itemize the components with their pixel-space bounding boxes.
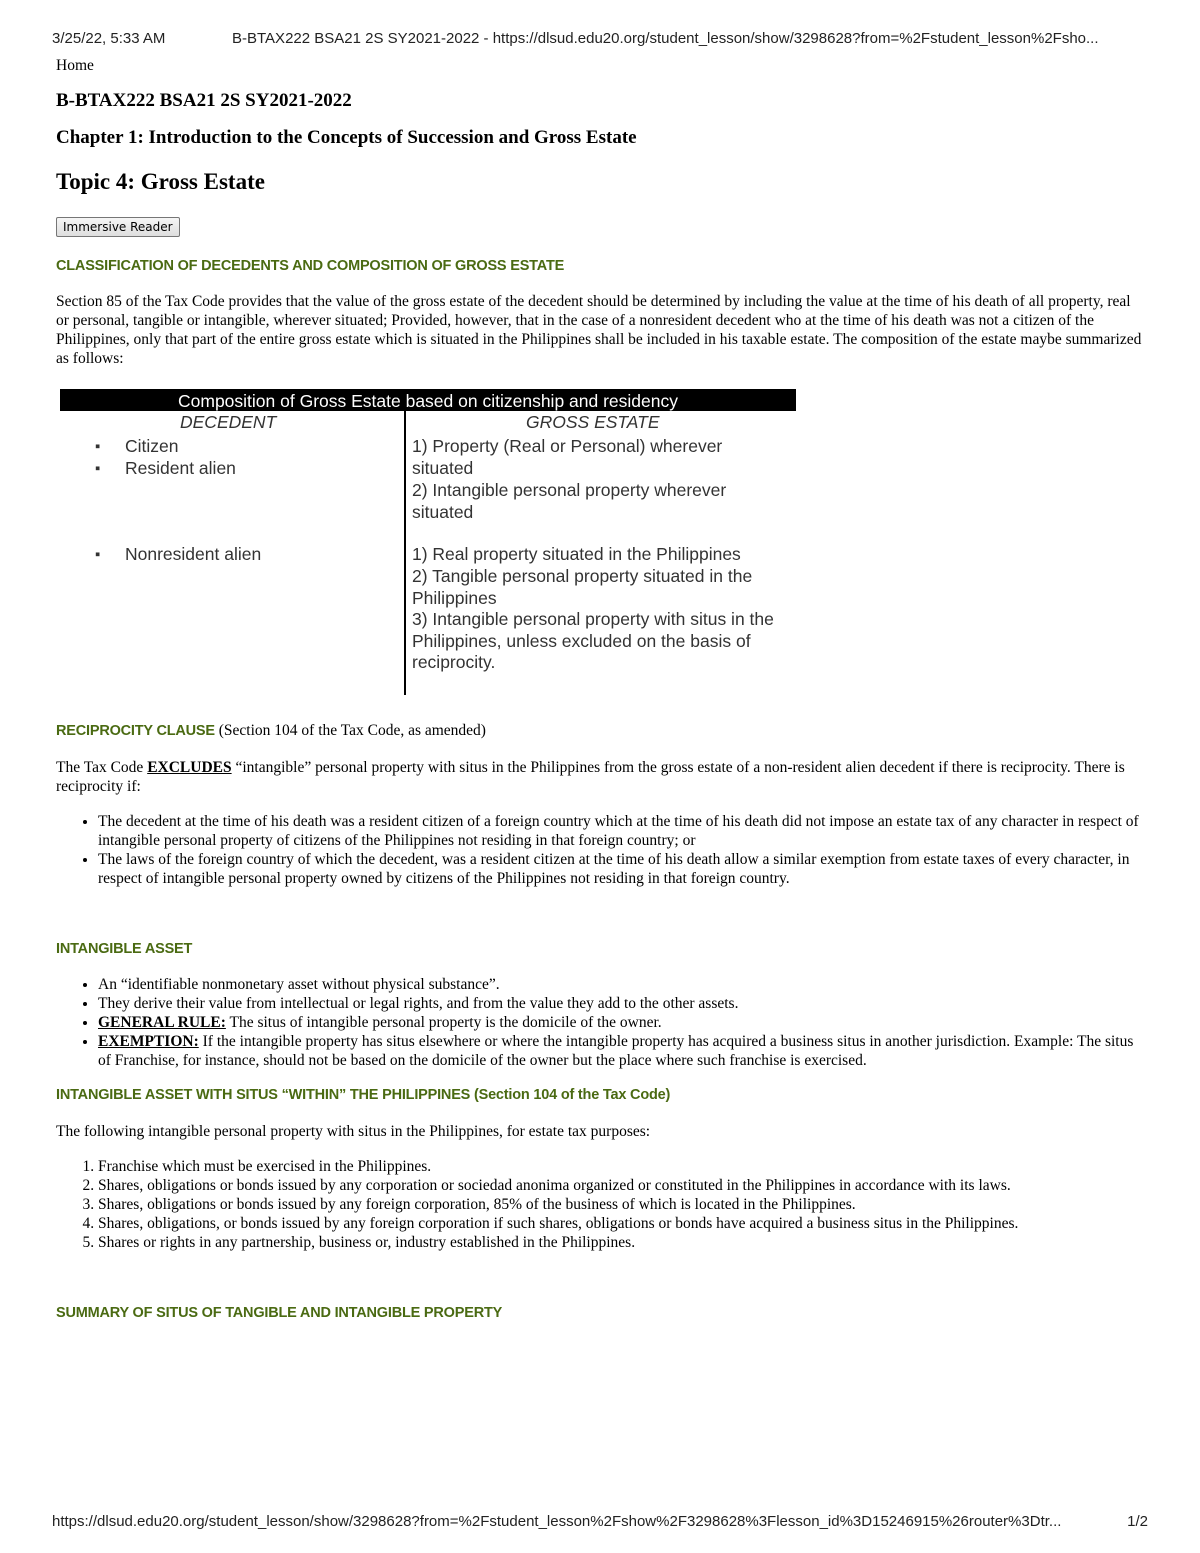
- print-header: [52, 30, 1148, 50]
- table-column-divider: [404, 411, 406, 695]
- section-heading-classification: CLASSIFICATION OF DECEDENTS AND COMPOSITION OF GROSS ESTATE: [56, 258, 565, 274]
- list-item: • An “identifiable nonmonetary asset without physical substance”.: [98, 975, 1146, 994]
- print-page-title: B-BTAX222 BSA21 2S SY2021-2022 - https://dlsud.edu20.org/student_lesson/show/3298628?from=%2Fstudent_lesson%2Fsho...: [232, 30, 1099, 47]
- topic-title: Topic 4: Gross Estate: [56, 169, 265, 194]
- estate-row2-item2: 2) Tangible personal property situated in the Philippines: [412, 566, 753, 608]
- reciprocity-heading-note: (Section 104 of the Tax Code, as amended): [214, 722, 486, 739]
- list-item: [98, 1013, 1146, 1032]
- column-header-decedent: DECEDENT: [180, 412, 277, 432]
- composition-table-image: [60, 389, 796, 695]
- within-list: [56, 1157, 1146, 1252]
- page-number: 1/2: [1127, 1513, 1148, 1530]
- print-footer-url: https://dlsud.edu20.org/student_lesson/show/3298628?from=%2Fstudent_lesson%2Fshow%2F3298628%3Flesson_id%3D15246915%26router%3Dtr...: [52, 1513, 1062, 1530]
- reciprocity-intro: [56, 758, 1146, 796]
- lesson-content: [56, 56, 1146, 1323]
- list-item: 3. Shares, obligations or bonds issued by any foreign corporation, 85% of the business of which is located in the Philippines.: [98, 1195, 1146, 1214]
- excludes-emphasis: EXCLUDES: [147, 759, 232, 776]
- estate-row2-item3: 3) Intangible personal property with situs in the Philippines, unless excluded on the basis of reciprocity.: [412, 609, 774, 672]
- list-item: 5. Shares or rights in any partnership, business or, industry established in the Philippines.: [98, 1233, 1146, 1252]
- intangible-list: [56, 975, 1146, 1070]
- estate-row1-item1: 1) Property (Real or Personal) wherever situated: [412, 436, 723, 478]
- decedent-nonresident-alien: ▪ Nonresident alien: [125, 544, 261, 566]
- estate-row2-item1: 1) Real property situated in the Philippines: [412, 544, 741, 564]
- section-heading-reciprocity: [56, 721, 1146, 741]
- print-datetime: 3/25/22, 5:33 AM: [52, 30, 166, 47]
- list-item: 2. Shares, obligations or bonds issued by any corporation or sociedad anonima organized or constituted in the Philippines in accordance with its laws.: [98, 1176, 1146, 1195]
- chapter-title: Chapter 1: Introduction to the Concepts of Succession and Gross Estate: [56, 127, 637, 148]
- estate-row1-item2: 2) Intangible personal property wherever situated: [412, 480, 727, 522]
- general-rule-text: The situs of intangible personal property is the domicile of the owner.: [225, 1014, 662, 1031]
- section-heading-within-philippines: INTANGIBLE ASSET WITH SITUS “WITHIN” THE PHILIPPINES (Section 104 of the Tax Code): [56, 1087, 671, 1103]
- list-item: • The decedent at the time of his death was a resident citizen of a foreign country which at the time of his death did not impose an estate tax of any character in respect of intangible personal property of citizens of the Philippines not residing in that foreign country; or: [98, 812, 1146, 850]
- course-title: B-BTAX222 BSA21 2S SY2021-2022: [56, 90, 352, 111]
- reciprocity-list: [56, 812, 1146, 888]
- reciprocity-intro-text: The Tax Code: [56, 759, 148, 776]
- exemption-label: EXEMPTION:: [98, 1033, 199, 1050]
- column-header-gross-estate: GROSS ESTATE: [526, 412, 660, 432]
- list-item: • They derive their value from intellectual or legal rights, and from the value they add to the other assets.: [98, 994, 1146, 1013]
- reciprocity-intro-rest: “intangible” personal property with situs in the Philippines from the gross estate of a non-resident alien decedent if there is reciprocity. There is reciprocity if:: [56, 759, 1125, 795]
- breadcrumb-home[interactable]: Home: [56, 57, 94, 74]
- decedent-citizen: ▪ Citizen: [125, 436, 179, 458]
- list-item: • The laws of the foreign country of which the decedent, was a resident citizen at the time of his death allow a similar exemption from estate taxes of every character, in respect of intangible personal property owned by citizens of the Philippines not residing in that foreign country.: [98, 850, 1146, 888]
- list-item: [98, 1032, 1146, 1070]
- reciprocity-heading: RECIPROCITY CLAUSE: [56, 723, 215, 739]
- list-item: 1. Franchise which must be exercised in the Philippines.: [98, 1157, 1146, 1176]
- immersive-reader-button[interactable]: Immersive Reader: [56, 217, 180, 237]
- list-item: 4. Shares, obligations, or bonds issued by any foreign corporation if such shares, obligations or bonds have acquired a business situs in the Philippines.: [98, 1214, 1146, 1233]
- decedent-resident-alien: ▪ Resident alien: [125, 458, 236, 480]
- section-heading-summary: SUMMARY OF SITUS OF TANGIBLE AND INTANGIBLE PROPERTY: [56, 1305, 503, 1321]
- section-body-classification: Section 85 of the Tax Code provides that the value of the gross estate of the decedent should be determined by including the value at the time of his death of all property, real or personal, tangible or intangible, wherever situated; Provided, however, that in the case of a nonresident decedent who at the time of his death was not a citizen of the Philippines, only that part of the entire gross estate which is situated in the Philippines shall be included in his taxable estate. The composition of the estate maybe summarized as follows:: [56, 293, 1142, 367]
- print-footer: [52, 1513, 1148, 1533]
- exemption-text: If the intangible property has situs elsewhere or where the intangible property has acquired a business situs in another jurisdiction. Example: The situs of Franchise, for instance, should not be based on the domicile of the owner but the place where such franchise is exercised.: [98, 1033, 1134, 1069]
- section-heading-intangible: INTANGIBLE ASSET: [56, 941, 193, 957]
- within-intro: The following intangible personal property with situs in the Philippines, for estate tax purposes:: [56, 1123, 651, 1140]
- general-rule-label: GENERAL RULE:: [98, 1014, 226, 1031]
- composition-table-title: Composition of Gross Estate based on citizenship and residency: [60, 389, 796, 411]
